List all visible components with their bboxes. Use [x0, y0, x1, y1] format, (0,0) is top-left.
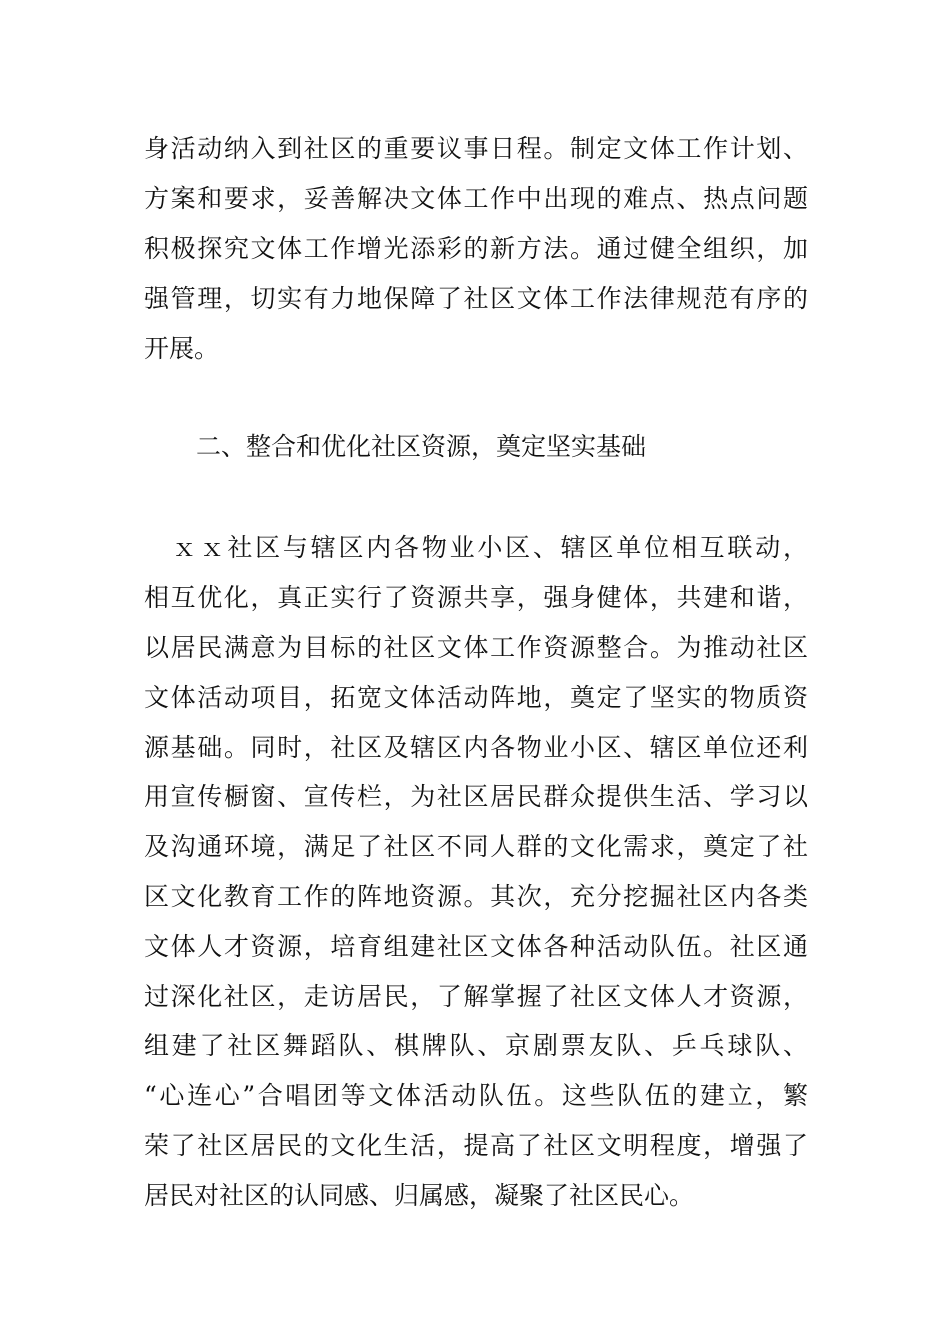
paragraph-line: 积极探究文体工作增光添彩的新方法。通过健全组织，加: [144, 234, 808, 263]
paragraph-line: 用宣传橱窗、宣传栏，为社区居民群众提供生活、学习以: [144, 782, 808, 811]
paragraph-line: 开展。: [144, 334, 220, 363]
paragraph-line: “心连心”合唱团等文体活动队伍。这些队伍的建立，繁: [144, 1081, 808, 1110]
paragraph-line: 荣了社区居民的文化生活，提高了社区文明程度，增强了: [144, 1131, 808, 1160]
paragraph-line: 强管理，切实有力地保障了社区文体工作法律规范有序的: [144, 284, 808, 313]
paragraph-line: 方案和要求，妥善解决文体工作中出现的难点、热点问题: [144, 184, 808, 213]
paragraph-line: 组建了社区舞蹈队、棋牌队、京剧票友队、乒乓球队、: [144, 1031, 808, 1060]
paragraph-line: 区文化教育工作的阵地资源。其次，充分挖掘社区内各类: [144, 882, 808, 911]
paragraph-line: 居民对社区的认同感、归属感，凝聚了社区民心。: [144, 1181, 695, 1210]
paragraph-line: 及沟通环境，满足了社区不同人群的文化需求，奠定了社: [144, 832, 808, 861]
paragraph-line: 相互优化，真正实行了资源共享，强身健体，共建和谐，: [144, 583, 808, 612]
section-heading: 二、整合和优化社区资源，奠定坚实基础: [196, 432, 647, 461]
paragraph-line: 过深化社区，走访居民，了解掌握了社区文体人才资源，: [144, 982, 808, 1011]
paragraph-line: 身活动纳入到社区的重要议事日程。制定文体工作计划、: [144, 134, 808, 163]
paragraph-line: 文体人才资源，培育组建社区文体各种活动队伍。社区通: [144, 932, 808, 961]
paragraph-line: ｘｘ社区与辖区内各物业小区、辖区单位相互联动，: [144, 533, 808, 562]
paragraph-line: 文体活动项目，拓宽文体活动阵地，奠定了坚实的物质资: [144, 683, 808, 712]
paragraph-line: 以居民满意为目标的社区文体工作资源整合。为推动社区: [144, 633, 808, 662]
paragraph-line: 源基础。同时，社区及辖区内各物业小区、辖区单位还利: [144, 733, 808, 762]
